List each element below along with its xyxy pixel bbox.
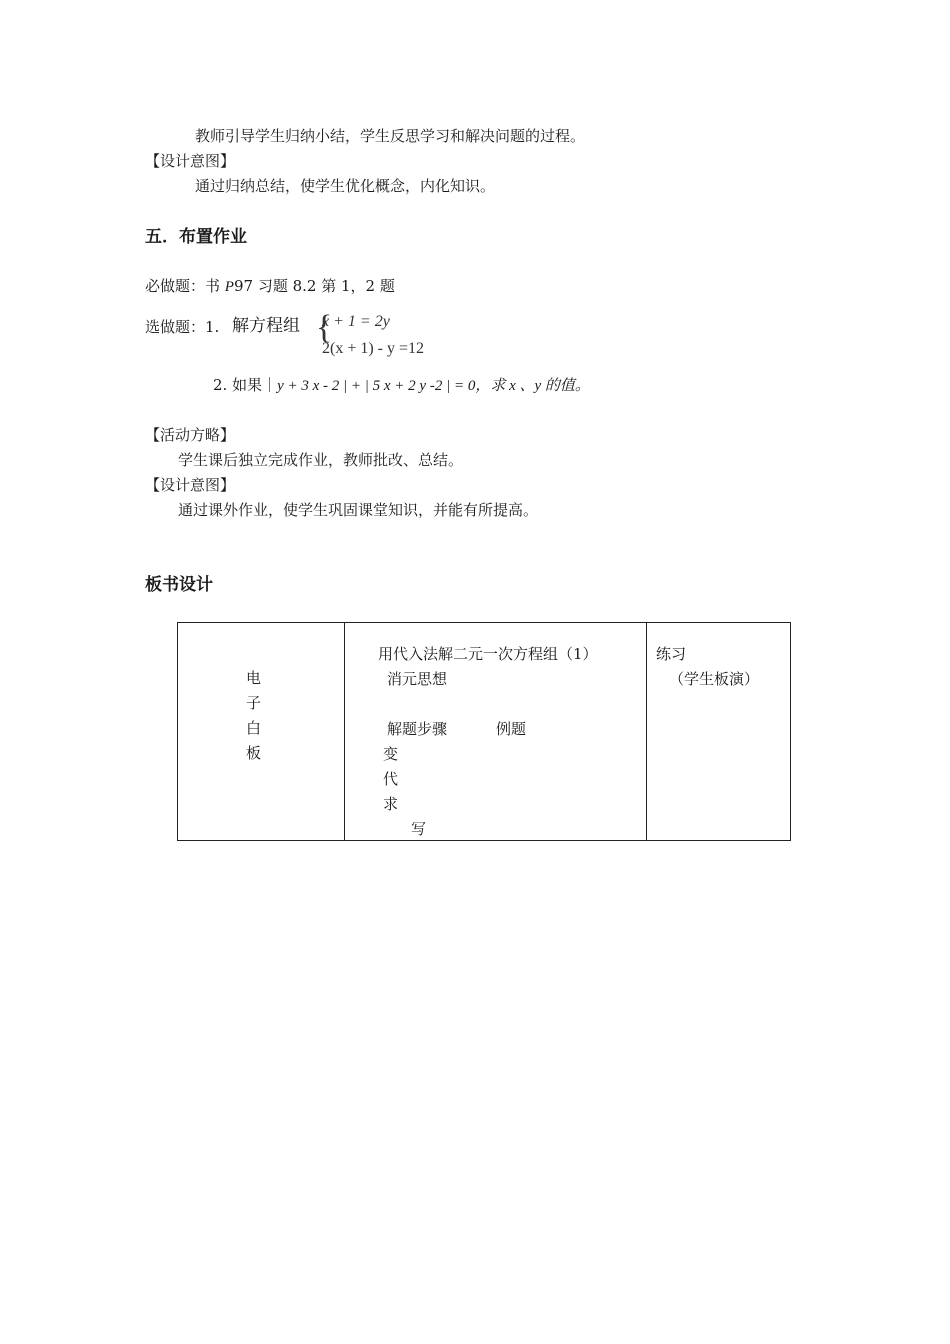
board-write: 写	[411, 820, 427, 838]
board-steps-label: 解题步骤	[387, 720, 448, 738]
system-eq1: x + 1 = 2y	[322, 313, 390, 330]
board-heading: 板书设计	[145, 575, 213, 595]
board-left-char: 电	[246, 669, 262, 687]
board-left-char: 白	[246, 719, 262, 737]
board-step: 求	[383, 795, 399, 813]
optional-prefix: 选做题：1.	[145, 318, 220, 336]
board-step: 代	[383, 770, 399, 788]
activity-text: 学生课后独立完成作业，教师批改、总结。	[178, 451, 464, 469]
required-homework	[145, 277, 395, 296]
optional-item2: 2. 如果｜y + 3 x - 2 | + | 5 x + 2 y -2 | = 0，求 x 、y 的值。	[213, 376, 590, 394]
board-middle-cell	[345, 623, 647, 841]
board-left-char: 板	[246, 744, 262, 762]
homework-heading: 五．布置作业	[145, 227, 247, 247]
board-practice-note: （学生板演）	[669, 670, 760, 688]
board-right-cell	[647, 623, 791, 841]
board-title: 用代入法解二元一次方程组（1）	[378, 645, 598, 663]
system-eq2: 2(x + 1) - y =12	[322, 340, 425, 357]
board-idea: 消元思想	[387, 670, 448, 688]
activity-label: 【活动方略】	[145, 426, 236, 444]
summary-text: 教师引导学生归纳小结，学生反思学习和解决问题的过程。	[195, 127, 586, 145]
board-practice: 练习	[656, 645, 687, 663]
system-brace: {	[316, 309, 333, 346]
required-prefix: 必做题：书	[145, 277, 221, 295]
summary-intent-text: 通过归纳总结，使学生优化概念，内化知识。	[195, 177, 496, 195]
board-left-cell	[178, 623, 345, 841]
homework-intent-label: 【设计意图】	[145, 476, 236, 494]
homework-intent-text: 通过课外作业，使学生巩固课堂知识，并能有所提高。	[178, 501, 539, 519]
optional-item1: 解方程组	[232, 316, 300, 336]
board-table	[177, 622, 791, 841]
summary-intent-label: 【设计意图】	[145, 152, 236, 170]
required-rest: 97 习题 8.2 第 1，2 题	[233, 277, 395, 295]
board-step: 变	[383, 745, 399, 763]
board-example-label: 例题	[496, 720, 527, 738]
board-left-char: 子	[246, 694, 262, 712]
required-page-letter: P	[224, 279, 234, 295]
